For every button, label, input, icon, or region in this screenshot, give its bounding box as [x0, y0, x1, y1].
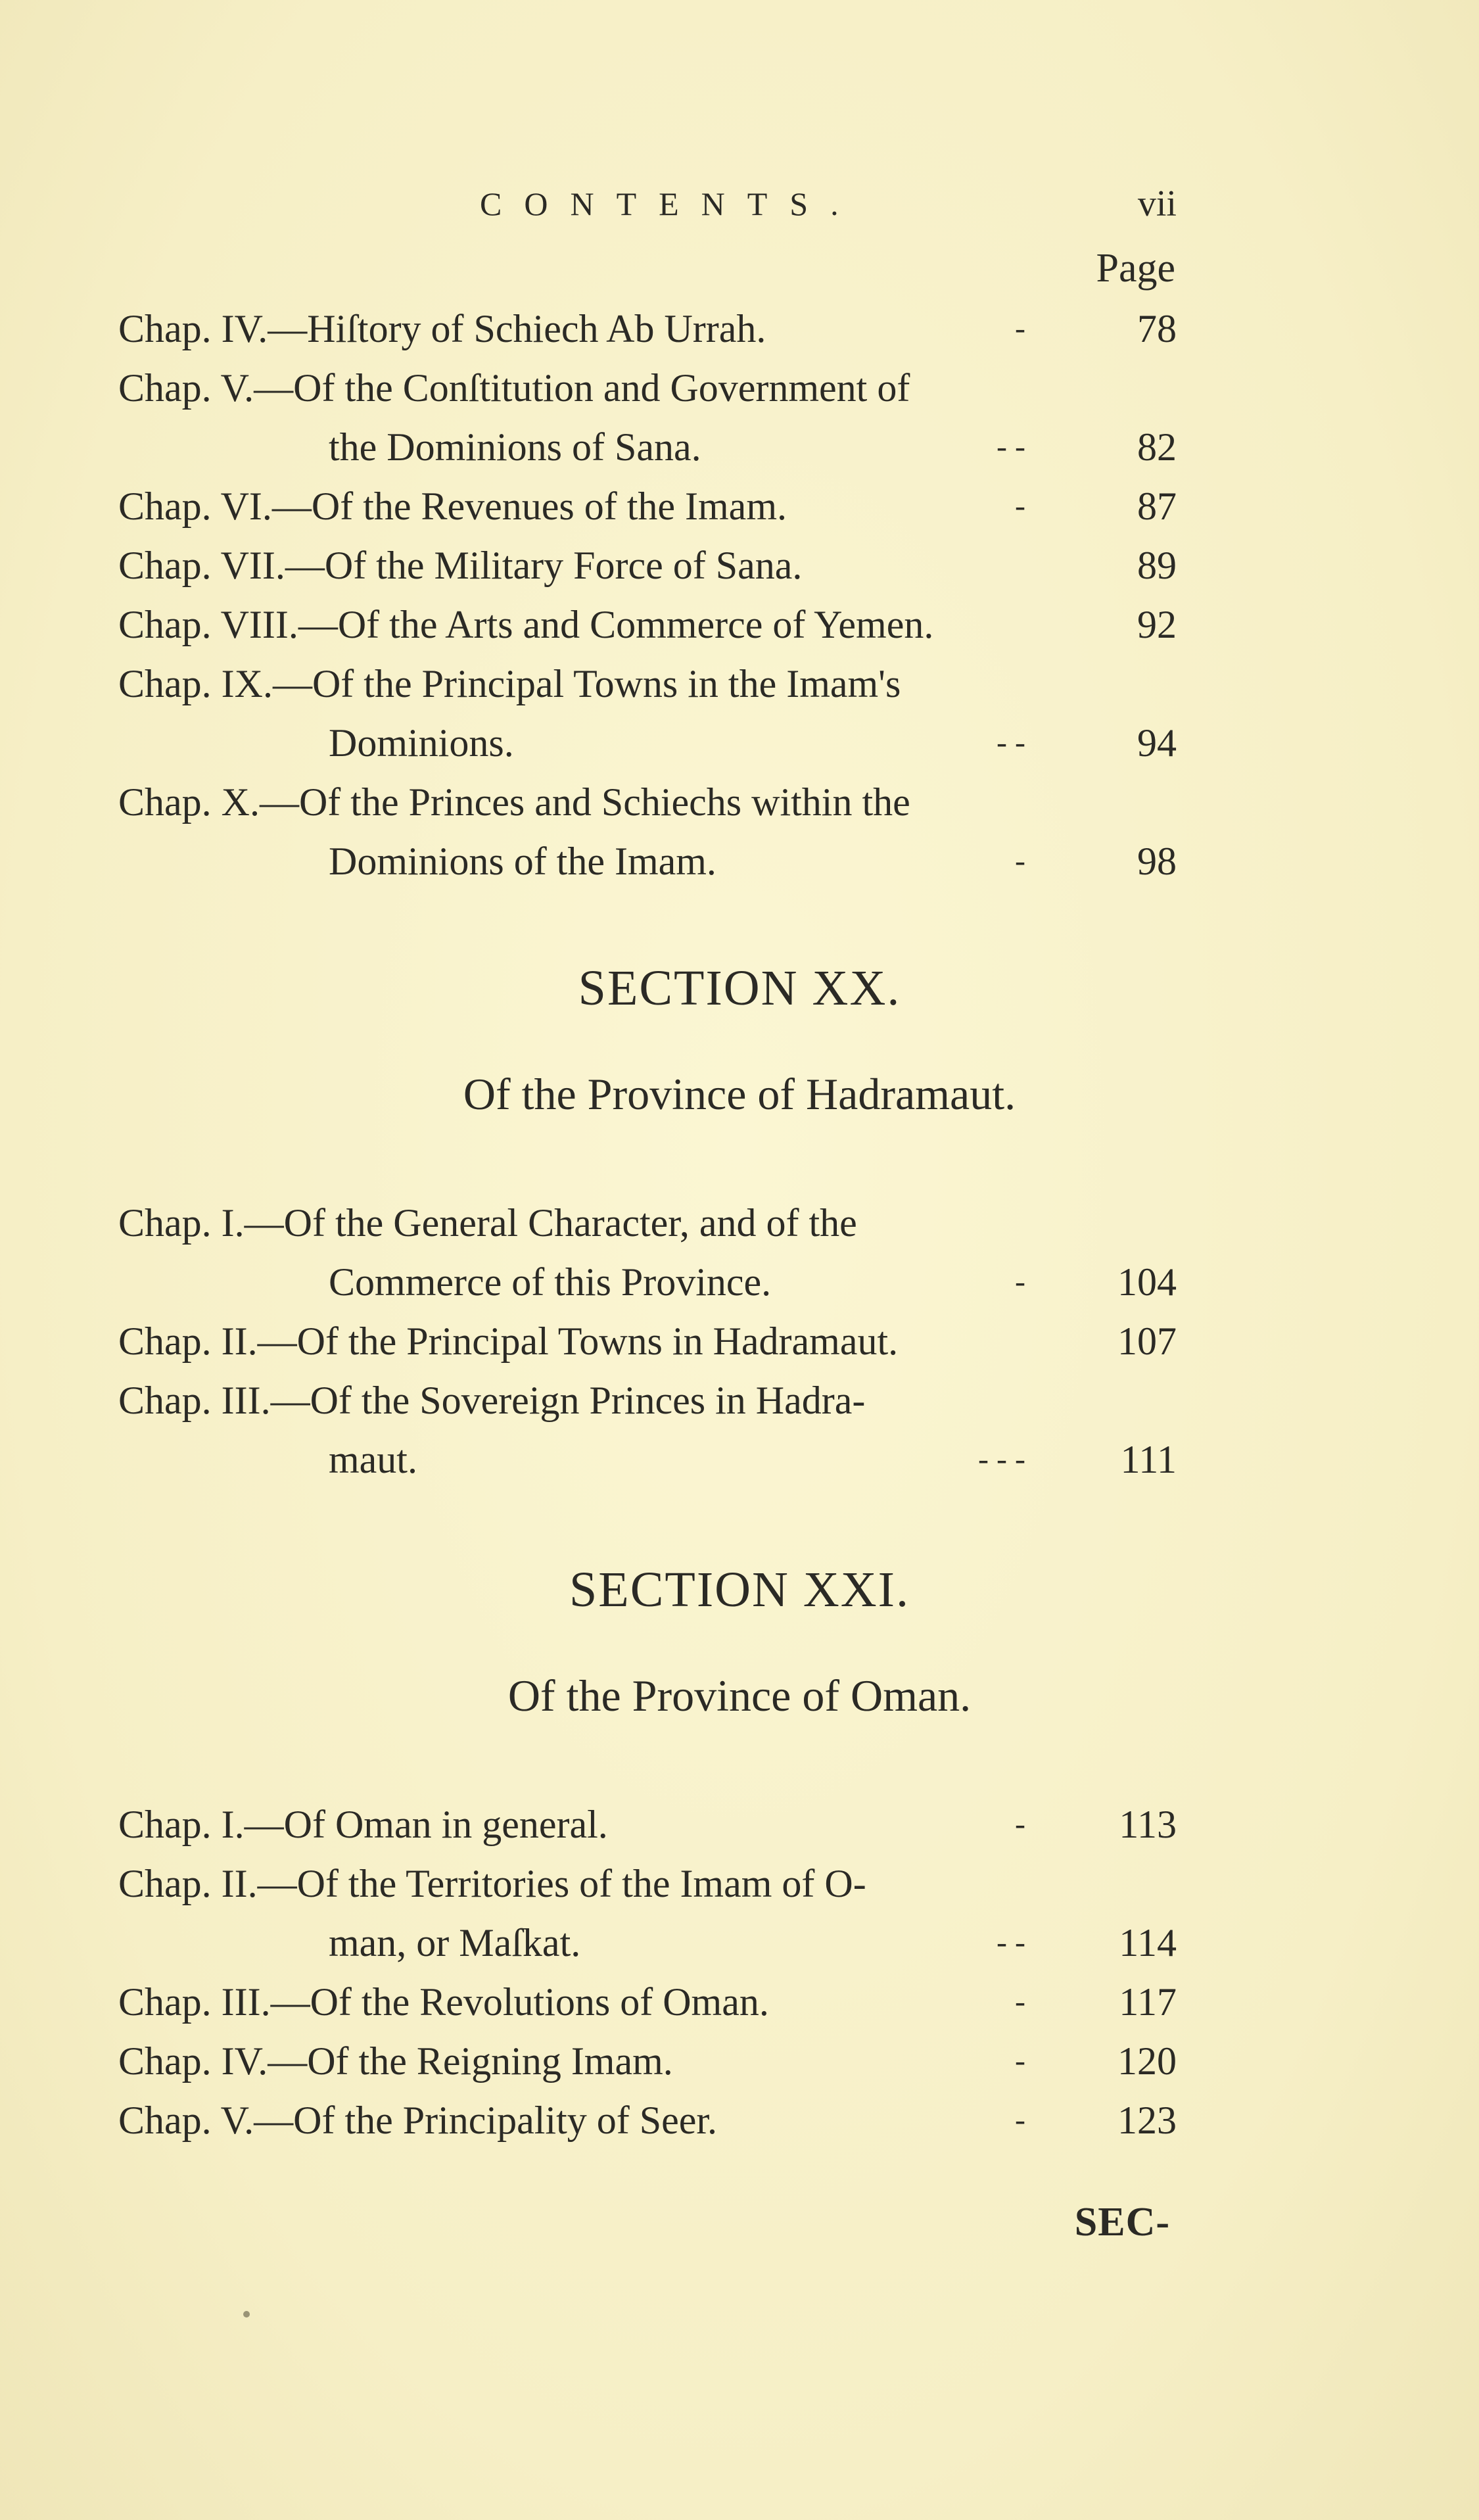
leader-dash: - - -: [978, 1442, 1025, 1477]
page-header: [0, 178, 1479, 230]
toc-entry-text: the Dominions of Sana.: [329, 425, 701, 469]
leader-dash: - -: [997, 725, 1025, 760]
leader-dash: -: [1015, 2043, 1025, 2078]
toc-entry: [118, 1972, 1177, 2032]
toc-entry-line: [118, 536, 1177, 595]
toc-entry-text: Chap. II.—Of the Principal Towns in Hadramaut.: [118, 1319, 899, 1363]
toc-entry-text: Chap. V.—Of the Conſtitution and Government of: [118, 366, 910, 410]
toc-entry: [118, 1854, 1177, 1972]
section-subtitle: Of the Province of Hadramaut.: [463, 1069, 1016, 1119]
toc-entry-page: 120: [1117, 2039, 1177, 2083]
section-19-chapter-list: [118, 299, 1177, 891]
leader-dash: -: [1015, 1807, 1025, 1842]
toc-entry: [118, 358, 1177, 477]
toc-entry-text: Dominions of the Imam.: [329, 840, 716, 883]
toc-entry: [118, 1312, 1177, 1371]
toc-entry-text: Chap. II.—Of the Territories of the Imam of O-: [118, 1862, 866, 1905]
toc-entry-text: Chap. VIII.—Of the Arts and Commerce of Yemen.: [118, 603, 934, 646]
toc-entry-line: [118, 2091, 1177, 2150]
running-title: CONTENTS.: [480, 185, 861, 222]
toc-entry-line: [118, 299, 1177, 358]
toc-entry-page: 104: [1117, 1260, 1177, 1304]
toc-entry-page: 114: [1119, 1921, 1177, 1964]
toc-entry-line-continued: [118, 832, 1177, 891]
toc-entry-line-continued: [118, 1430, 1177, 1489]
toc-entry-line-continued: [118, 713, 1177, 773]
page-column-label: Page: [1096, 246, 1175, 291]
toc-entry-text: Chap. IX.—Of the Principal Towns in the Imam's: [118, 662, 901, 705]
toc-entry: [118, 2091, 1177, 2150]
toc-entry-page: 117: [1119, 1980, 1177, 2024]
toc-entry-text: Chap. VII.—Of the Military Force of Sana.: [118, 544, 803, 587]
toc-entry-line: [118, 1854, 1177, 1913]
toc-entry-line: [118, 773, 1177, 832]
toc-entry-text: Chap. VI.—Of the Revenues of the Imam.: [118, 485, 787, 528]
toc-entry-page: 113: [1119, 1803, 1177, 1846]
toc-entry-text: Commerce of this Province.: [329, 1260, 772, 1304]
toc-entry-text: Chap. IV.—Of the Reigning Imam.: [118, 2039, 673, 2083]
toc-entry-text: Dominions.: [329, 721, 514, 765]
toc-entry-text: man, or Maſkat.: [329, 1921, 581, 1964]
toc-entry: [118, 477, 1177, 536]
toc-entry: [118, 1371, 1177, 1489]
leader-dash: - -: [997, 1925, 1025, 1960]
toc-entry: [118, 536, 1177, 595]
toc-entry-line: [118, 2032, 1177, 2091]
leader-dash: -: [1015, 844, 1025, 878]
toc-entry-text: Chap. V.—Of the Principality of Seer.: [118, 2099, 718, 2142]
toc-entry-page: 87: [1137, 485, 1177, 528]
catchword: SEC-: [1074, 2200, 1170, 2245]
toc-entry-page: 123: [1117, 2099, 1177, 2142]
section-title: SECTION XX.: [578, 961, 901, 1016]
toc-entry-line-continued: [118, 417, 1177, 477]
leader-dash: -: [1015, 311, 1025, 346]
leader-dash: -: [1015, 2103, 1025, 2137]
toc-entry-page: 92: [1137, 603, 1177, 646]
toc-entry-page: 89: [1137, 544, 1177, 587]
section-21-chapter-list: [118, 1795, 1177, 2150]
toc-entry-line: [118, 654, 1177, 713]
toc-entry: [118, 773, 1177, 891]
leader-dash: - -: [997, 429, 1025, 464]
leader-dash: -: [1015, 1984, 1025, 2019]
toc-entry-text: Chap. X.—Of the Princes and Schiechs within the: [118, 780, 910, 824]
toc-entry-page: 107: [1117, 1319, 1177, 1363]
toc-entry: [118, 299, 1177, 358]
section-subtitle: Of the Province of Oman.: [507, 1671, 972, 1721]
toc-entry-line-continued: [118, 1913, 1177, 1972]
toc-entry-text: Chap. I.—Of the General Character, and of the: [118, 1201, 857, 1245]
toc-entry-text: Chap. III.—Of the Revolutions of Oman.: [118, 1980, 769, 2024]
toc-entry: [118, 654, 1177, 773]
toc-entry-page: 78: [1137, 307, 1177, 350]
toc-entry-line: [118, 1312, 1177, 1371]
leader-dash: -: [1015, 488, 1025, 523]
toc-entry-page: 111: [1120, 1438, 1177, 1481]
toc-entry-text: Chap. III.—Of the Sovereign Princes in Hadra-: [118, 1379, 866, 1422]
toc-entry-line: [118, 477, 1177, 536]
toc-entry-line: [118, 358, 1177, 417]
leader-dash: -: [1015, 1264, 1025, 1299]
toc-entry-text: Chap. I.—Of Oman in general.: [118, 1803, 608, 1846]
section-20-chapter-list: [118, 1193, 1177, 1489]
toc-entry-text: Chap. IV.—Hiſtory of Schiech Ab Urrah.: [118, 307, 766, 350]
toc-entry-text: maut.: [329, 1438, 417, 1481]
toc-entry-page: 98: [1137, 840, 1177, 883]
toc-entry: [118, 2032, 1177, 2091]
toc-entry-page: 82: [1137, 425, 1177, 469]
toc-entry-line: [118, 1193, 1177, 1252]
toc-entry: [118, 1795, 1177, 1854]
toc-entry-line: [118, 1795, 1177, 1854]
toc-entry-line: [118, 595, 1177, 654]
toc-entry-line-continued: [118, 1252, 1177, 1312]
toc-entry: [118, 1193, 1177, 1312]
toc-entry-page: 94: [1137, 721, 1177, 765]
paper-speck: [243, 2311, 250, 2318]
toc-entry: [118, 595, 1177, 654]
toc-entry-line: [118, 1972, 1177, 2032]
toc-entry-line: [118, 1371, 1177, 1430]
section-title: SECTION XXI.: [569, 1562, 910, 1617]
page-number: vii: [1137, 183, 1177, 224]
